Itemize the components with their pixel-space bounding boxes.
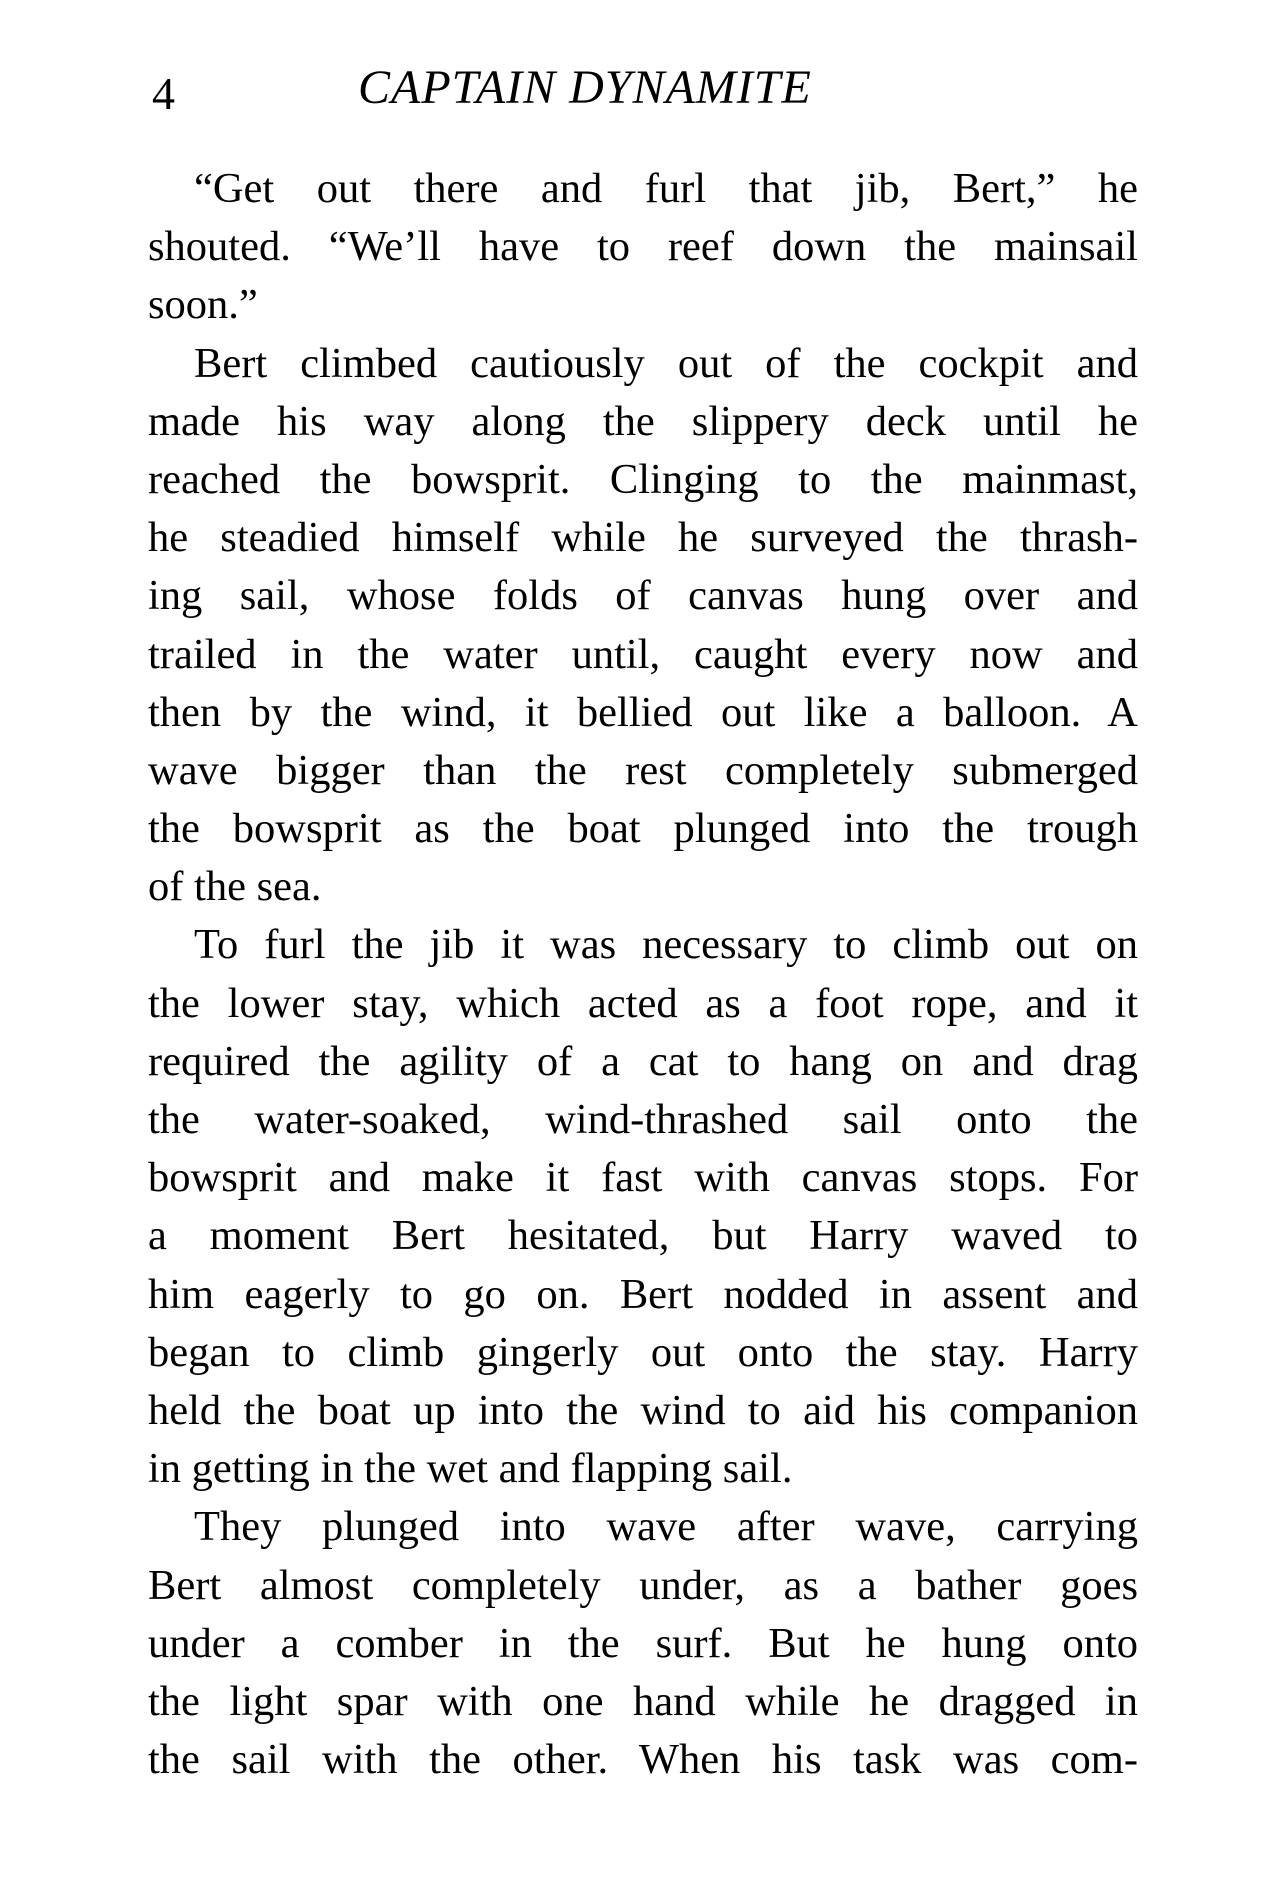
text-line: bowsprit and make it fast with canvas stops. For: [148, 1154, 1138, 1202]
text-line: reached the bowsprit. Clinging to the mainmast,: [148, 455, 1138, 503]
text-line: under a comber in the surf. But he hung onto: [148, 1619, 1138, 1667]
text-line: trailed in the water until, caught every now and: [148, 630, 1138, 678]
text-line: the lower stay, which acted as a foot rope, and it: [148, 979, 1138, 1027]
text-line: required the agility of a cat to hang on and drag: [148, 1037, 1138, 1085]
text-line: a moment Bert hesitated, but Harry waved to: [148, 1212, 1138, 1260]
text-line: Bert almost completely under, as a bather goes: [148, 1561, 1138, 1609]
text-line: in getting in the wet and flapping sail.: [148, 1445, 793, 1493]
text-line: of the sea.: [148, 863, 322, 911]
running-head: [148, 58, 1138, 128]
text-line: the water-soaked, wind-thrashed sail onto the: [148, 1096, 1138, 1143]
text-line: wave bigger than the rest completely submerged: [148, 746, 1138, 794]
text-line: To furl the jib it was necessary to climb out on: [194, 921, 1138, 969]
text-line: made his way along the slippery deck until he: [148, 397, 1138, 445]
text-line: Bert climbed cautiously out of the cockpit and: [194, 339, 1138, 387]
body-text: [148, 160, 1138, 1789]
text-line: soon.”: [148, 281, 258, 329]
text-line: then by the wind, it bellied out like a balloon. A: [148, 688, 1138, 736]
running-title: CAPTAIN DYNAMITE: [358, 61, 812, 114]
text-line: the bowsprit as the boat plunged into the trough: [148, 805, 1138, 853]
text-line: They plunged into wave after wave, carrying: [194, 1503, 1138, 1551]
text-line: began to climb gingerly out onto the stay. Harry: [148, 1328, 1138, 1376]
text-line: he steadied himself while he surveyed the thrash-: [148, 514, 1138, 562]
text-line: the sail with the other. When his task was com-: [148, 1736, 1138, 1784]
text-line: ing sail, whose folds of canvas hung over and: [148, 572, 1138, 620]
text-line: shouted. “We’ll have to reef down the mainsail: [148, 223, 1138, 271]
text-line: the light spar with one hand while he dragged in: [148, 1677, 1138, 1725]
page-number: 4: [152, 68, 175, 119]
text-line: “Get out there and furl that jib, Bert,” he: [194, 165, 1138, 212]
text-line: held the boat up into the wind to aid his companion: [148, 1386, 1138, 1434]
text-line: him eagerly to go on. Bert nodded in assent and: [148, 1270, 1138, 1318]
